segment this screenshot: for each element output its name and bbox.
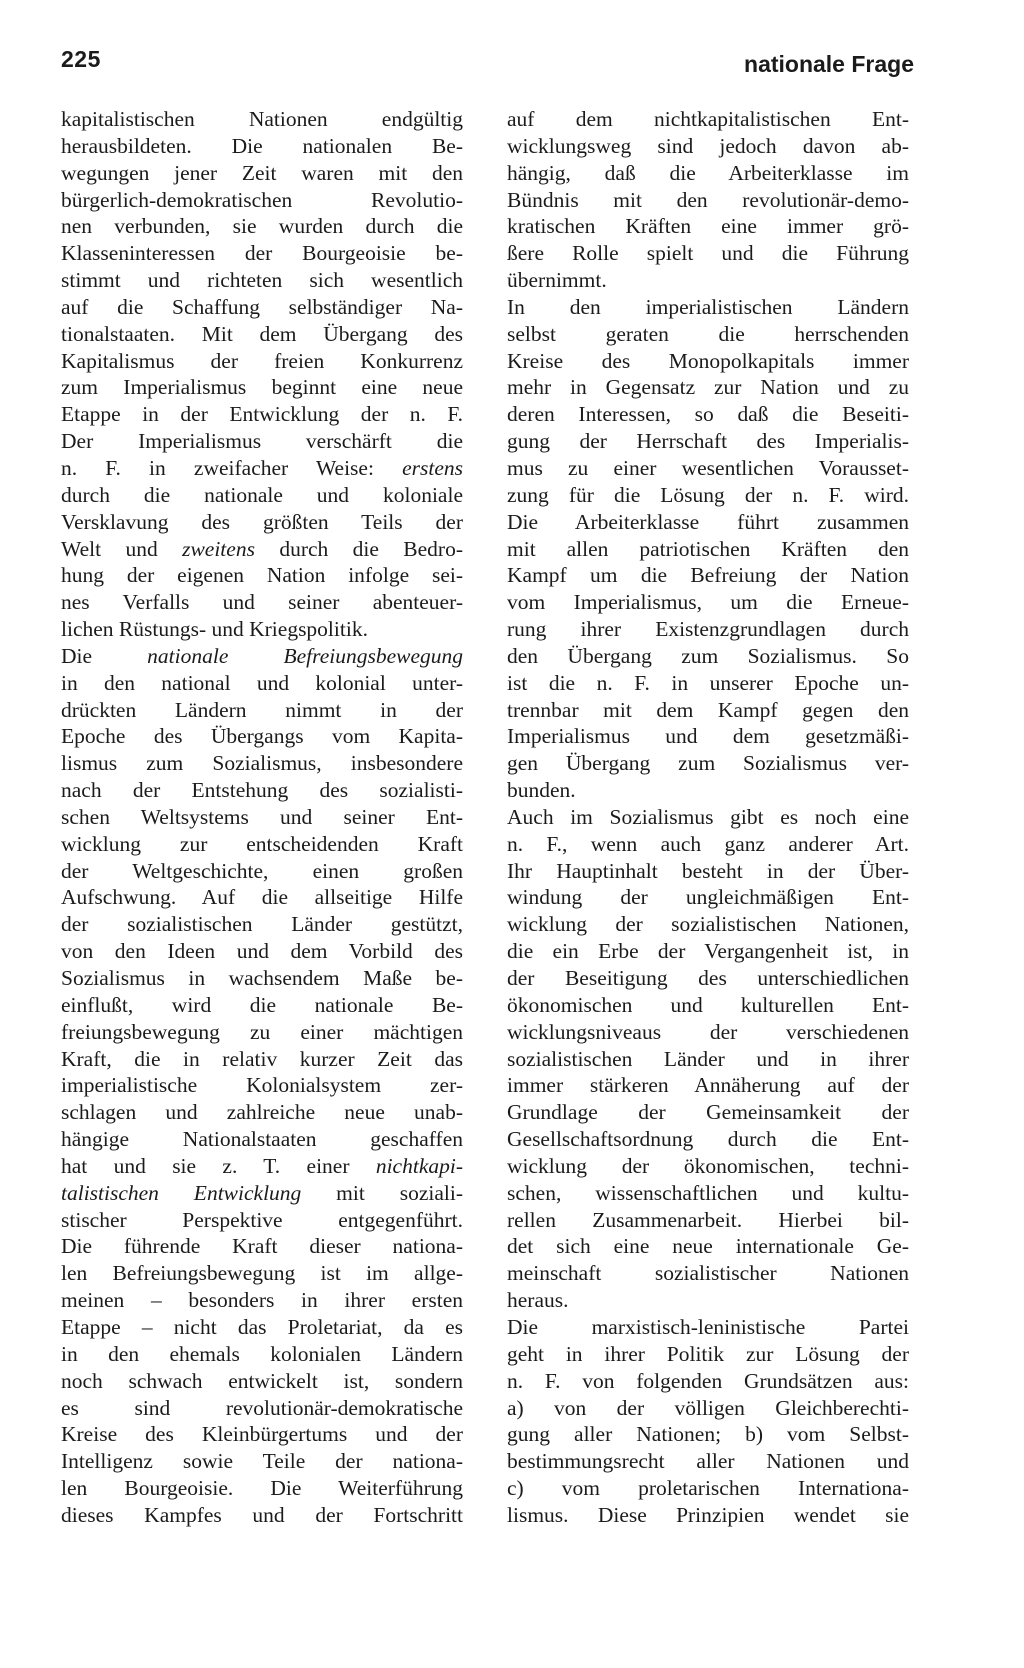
text-line: kapitalistischen Nationen endgültig — [61, 107, 463, 131]
text-line: rellen Zusammenarbeit. Hierbei bil- — [507, 1207, 909, 1232]
text-line: den Übergang zum Sozialismus. So — [507, 643, 909, 668]
text-line: Kreise des Monopolkapitals immer — [507, 348, 909, 373]
text-line: Die nationale Befreiungsbewegung — [61, 643, 463, 668]
text-line: der sozialistischen Länder gestützt, — [61, 912, 463, 937]
text-line: ßere Rolle spielt und die Führung — [507, 241, 909, 266]
text-line: Versklavung des größten Teils der — [61, 509, 463, 534]
text-line: trennbar mit dem Kampf gegen den — [507, 697, 909, 722]
text-line: Etappe in der Entwicklung der n. F. — [61, 402, 463, 427]
text-line: schen Weltsystems und seiner Ent- — [61, 804, 463, 829]
text-line: bestimmungsrecht aller Nationen und — [507, 1449, 909, 1474]
text-line: Kapitalismus der freien Konkurrenz — [61, 348, 463, 373]
text-line: freiungsbewegung zu einer mächtigen — [61, 1019, 463, 1044]
text-line: Welt und zweitens durch die Bedro- — [61, 536, 463, 561]
text-line: wicklungsniveaus der verschiedenen — [507, 1019, 909, 1044]
text-line: herausbildeten. Die nationalen Be- — [61, 133, 463, 158]
text-line: lismus. Diese Prinzipien wendet sie — [507, 1502, 909, 1527]
text-line: durch die nationale und koloniale — [61, 482, 463, 507]
text-line: selbst geraten die herrschenden — [507, 321, 909, 346]
text-line: lichen Rüstungs- und Kriegspolitik. — [61, 617, 368, 642]
text-line: wicklung zur entscheidenden Kraft — [61, 831, 463, 856]
text-line: Epoche des Übergangs vom Kapita- — [61, 724, 463, 749]
text-line: nen verbunden, sie wurden durch die — [61, 214, 463, 239]
text-line: n. F. von folgenden Grundsätzen aus: — [507, 1368, 909, 1393]
page-number: 225 — [61, 46, 101, 72]
text-line: wegungen jener Zeit waren mit den — [61, 160, 463, 185]
italic-term: nationale Befreiungsbewegung — [147, 643, 463, 668]
text-line: windung der ungleichmäßigen Ent- — [507, 885, 909, 910]
text-line: Die Arbeiterklasse führt zusammen — [507, 509, 909, 534]
text-line: der Beseitigung des unterschiedlichen — [507, 966, 909, 990]
text-line: Imperialismus und dem gesetzmäßi- — [507, 724, 909, 749]
text-line: geht in ihrer Politik zur Lösung der — [507, 1341, 909, 1366]
right-text-column — [507, 106, 909, 1529]
text-line: der Weltgeschichte, einen großen — [61, 858, 463, 883]
text-line: In den imperialistischen Ländern — [507, 294, 909, 319]
text-line: sozialistischen Länder und in ihrer — [507, 1046, 909, 1071]
text-line: hat und sie z. T. einer nichtkapi- — [61, 1153, 463, 1178]
text-line: det sich eine neue internationale Ge- — [507, 1234, 909, 1259]
text-line: Intelligenz sowie Teile der nationa- — [61, 1449, 463, 1474]
text-line: drückten Ländern nimmt in der — [61, 697, 463, 722]
text-line: Kampf um die Befreiung der Nation — [507, 563, 909, 588]
text-line: talistischen Entwicklung mit soziali- — [61, 1180, 463, 1205]
text-line: nach der Entstehung des sozialisti- — [61, 778, 463, 803]
text-line: c) vom proletarischen Internationa- — [507, 1476, 909, 1501]
text-line: die ein Erbe der Vergangenheit ist, in — [507, 939, 909, 964]
running-head: nationale Frage — [744, 51, 914, 77]
text-line: übernimmt. — [507, 268, 607, 293]
text-line: auf dem nichtkapitalistischen Ent- — [507, 107, 909, 131]
text-line: Ihr Hauptinhalt besteht in der Über- — [507, 858, 909, 883]
text-line: bürgerlich-demokratischen Revolutio- — [61, 187, 463, 212]
text-line: Auch im Sozialismus gibt es noch eine — [507, 804, 909, 829]
text-line: gung aller Nationen; b) vom Selbst- — [507, 1422, 909, 1447]
text-line: schlagen und zahlreiche neue unab- — [61, 1100, 463, 1125]
text-line: lismus zum Sozialismus, insbesondere — [61, 751, 463, 776]
text-line: schen, wissenschaftlichen und kultu- — [507, 1180, 909, 1205]
italic-term: erstens — [402, 455, 463, 480]
text-line: Die führende Kraft dieser nationa- — [61, 1234, 463, 1259]
text-line: kratischen Kräften eine immer grö- — [507, 214, 909, 239]
text-line: Kreise des Kleinbürgertums und der — [61, 1422, 463, 1447]
text-line: zung für die Lösung der n. F. wird. — [507, 482, 909, 507]
text-line: heraus. — [507, 1288, 569, 1313]
text-line: Grundlage der Gemeinsamkeit der — [507, 1100, 909, 1125]
text-line: einflußt, wird die nationale Be- — [61, 992, 463, 1017]
text-line: Etappe – nicht das Proletariat, da es — [61, 1314, 463, 1339]
text-line: hängige Nationalstaaten geschaffen — [61, 1127, 463, 1152]
text-line: wicklungsweg sind jedoch davon ab- — [507, 133, 909, 158]
text-line: Der Imperialismus verschärft die — [61, 429, 463, 454]
text-line: Aufschwung. Auf die allseitige Hilfe — [61, 885, 463, 910]
text-line: len Befreiungsbewegung ist im allge- — [61, 1261, 463, 1286]
text-line: Kraft, die in relativ kurzer Zeit das — [61, 1046, 463, 1071]
text-line: von den Ideen und dem Vorbild des — [61, 939, 463, 964]
text-line: Gesellschaftsordnung durch die Ent- — [507, 1127, 909, 1152]
text-line: vom Imperialismus, um die Erneue- — [507, 590, 909, 615]
text-line: imperialistische Kolonialsystem zer- — [61, 1073, 463, 1098]
text-line: stischer Perspektive entgegenführt. — [61, 1207, 463, 1232]
text-line: ist die n. F. in unserer Epoche un- — [507, 670, 909, 695]
left-text-column — [61, 106, 463, 1529]
text-line: hängig, daß die Arbeiterklasse im — [507, 160, 909, 185]
text-line: Die marxistisch-leninistische Partei — [507, 1314, 909, 1339]
text-line: mehr in Gegensatz zur Nation und zu — [507, 375, 909, 400]
text-line: es sind revolutionär-demokratische — [61, 1395, 463, 1420]
text-line: stimmt und richteten sich wesentlich — [61, 268, 463, 293]
text-line: meinen – besonders in ihrer ersten — [61, 1288, 463, 1313]
text-line: hung der eigenen Nation infolge sei- — [61, 563, 463, 588]
text-line: meinschaft sozialistischer Nationen — [507, 1261, 909, 1286]
text-line: dieses Kampfes und der Fortschritt — [61, 1502, 463, 1527]
text-line: wicklung der sozialistischen Nationen, — [507, 912, 909, 937]
text-line: in den national und kolonial unter- — [61, 670, 463, 695]
text-line: Sozialismus in wachsendem Maße be- — [61, 966, 463, 990]
text-line: noch schwach entwickelt ist, sondern — [61, 1368, 463, 1393]
text-line: immer stärkeren Annäherung auf der — [507, 1073, 909, 1098]
text-line: in den ehemals kolonialen Ländern — [61, 1341, 463, 1366]
text-line: n. F. in zweifacher Weise: erstens — [61, 455, 463, 480]
text-line: gen Übergang zum Sozialismus ver- — [507, 751, 909, 776]
text-line: Bündnis mit den revolutionär-demo- — [507, 187, 909, 212]
text-line: rung ihrer Existenzgrundlagen durch — [507, 617, 909, 642]
text-line: tionalstaaten. Mit dem Übergang des — [61, 321, 463, 346]
italic-term: zweitens — [182, 536, 255, 561]
text-line: mit allen patriotischen Kräften den — [507, 536, 909, 561]
text-line: nes Verfalls und seiner abenteuer- — [61, 590, 463, 615]
italic-term: talistischen Entwicklung — [61, 1180, 302, 1205]
text-line: gung der Herrschaft des Imperialis- — [507, 429, 909, 454]
text-line: Klasseninteressen der Bourgeoisie be- — [61, 241, 463, 266]
text-line: n. F., wenn auch ganz anderer Art. — [507, 831, 909, 856]
text-line: zum Imperialismus beginnt eine neue — [61, 375, 463, 400]
text-line: auf die Schaffung selbständiger Na- — [61, 294, 463, 319]
text-line: wicklung der ökonomischen, techni- — [507, 1153, 909, 1178]
text-line: a) von der völligen Gleichberechti- — [507, 1395, 909, 1420]
italic-term: nichtkapi- — [375, 1153, 463, 1178]
text-line: ökonomischen und kulturellen Ent- — [507, 992, 909, 1017]
text-line: bunden. — [507, 778, 576, 803]
text-line: mus zu einer wesentlichen Vorausset- — [507, 455, 909, 480]
text-line: deren Interessen, so daß die Beseiti- — [507, 402, 909, 427]
text-line: len Bourgeoisie. Die Weiterführung — [61, 1476, 463, 1501]
